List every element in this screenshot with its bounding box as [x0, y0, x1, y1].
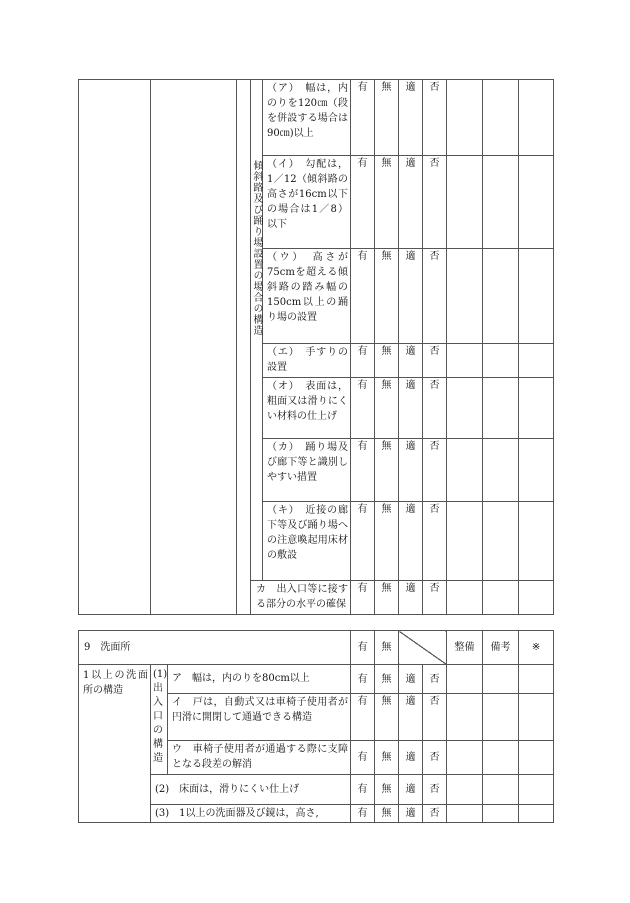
check-yes: 有 — [351, 378, 375, 439]
biko-cell — [483, 581, 519, 615]
check-no: 無 — [375, 694, 399, 741]
header-seibi: 整備 — [447, 631, 483, 665]
structure-label: 1以上の洗面所の構造 — [79, 665, 151, 823]
check-yes: 有 — [351, 665, 375, 694]
row-text: イ 戸は，自動式又は車椅子使用者が円滑に開閉して通過できる構造 — [168, 694, 351, 741]
row-text: (3) 1以上の洗面器及び鏡は，高さ, — [151, 805, 351, 823]
blank-cell — [151, 80, 237, 615]
check-ok: 適 — [399, 378, 423, 439]
check-ng: 否 — [423, 156, 447, 249]
check-no: 無 — [375, 665, 399, 694]
row-text: （カ） 踊り場及び廊下等と識別しやすい措置 — [263, 439, 351, 502]
check-no: 無 — [375, 805, 399, 823]
header-yes: 有 — [351, 631, 375, 665]
check-ng: 否 — [423, 249, 447, 344]
check-no: 無 — [375, 344, 399, 378]
check-no: 無 — [375, 249, 399, 344]
check-ok: 適 — [399, 80, 423, 156]
mark-cell — [519, 665, 554, 694]
mark-cell — [519, 344, 554, 378]
check-ng: 否 — [423, 805, 447, 823]
check-ok: 適 — [399, 665, 423, 694]
check-ok: 適 — [399, 439, 423, 502]
check-yes: 有 — [351, 439, 375, 502]
seibi-cell — [447, 502, 483, 581]
check-yes: 有 — [351, 694, 375, 741]
check-no: 無 — [375, 581, 399, 615]
section-title: 9 洗面所 — [79, 631, 351, 665]
check-yes: 有 — [351, 741, 375, 775]
biko-cell — [483, 439, 519, 502]
check-ok: 適 — [399, 581, 423, 615]
check-ok: 適 — [399, 694, 423, 741]
seibi-cell — [447, 805, 483, 823]
check-no: 無 — [375, 439, 399, 502]
check-ng: 否 — [423, 665, 447, 694]
seibi-cell — [447, 694, 483, 741]
biko-cell — [483, 156, 519, 249]
mark-cell — [519, 694, 554, 741]
mark-cell — [519, 775, 554, 805]
biko-cell — [483, 694, 519, 741]
mark-cell — [519, 249, 554, 344]
mark-cell — [519, 581, 554, 615]
row-text: ア 幅は，内のりを80cm以上 — [168, 665, 351, 694]
check-ng: 否 — [423, 439, 447, 502]
check-yes: 有 — [351, 344, 375, 378]
biko-cell — [483, 805, 519, 823]
seibi-cell — [447, 80, 483, 156]
seibi-cell — [447, 249, 483, 344]
blank-cell — [237, 80, 251, 615]
mark-cell — [519, 439, 554, 502]
mark-cell — [519, 805, 554, 823]
row-text: （ウ） 高さが75cmを超える傾斜路の踏み幅の150cm以上の踊り場の設置 — [263, 249, 351, 344]
biko-cell — [483, 378, 519, 439]
check-no: 無 — [375, 156, 399, 249]
check-yes: 有 — [351, 80, 375, 156]
header-no: 無 — [375, 631, 399, 665]
check-ng: 否 — [423, 502, 447, 581]
row-text: (2) 床面は，滑りにくい仕上げ — [151, 775, 351, 805]
biko-cell — [483, 80, 519, 156]
mark-cell — [519, 156, 554, 249]
row-text: カ 出入口等に接する部分の水平の確保 — [251, 581, 351, 615]
check-ng: 否 — [423, 694, 447, 741]
biko-cell — [483, 775, 519, 805]
biko-cell — [483, 344, 519, 378]
seibi-cell — [447, 581, 483, 615]
biko-cell — [483, 741, 519, 775]
check-no: 無 — [375, 775, 399, 805]
seibi-cell — [447, 156, 483, 249]
mark-cell — [519, 502, 554, 581]
check-ok: 適 — [399, 344, 423, 378]
check-ng: 否 — [423, 741, 447, 775]
header-biko: 備考 — [483, 631, 519, 665]
mark-cell — [519, 741, 554, 775]
seibi-cell — [447, 378, 483, 439]
seibi-cell — [447, 741, 483, 775]
seibi-cell — [447, 775, 483, 805]
washroom-table — [78, 630, 554, 823]
ramp-structure-table — [78, 79, 554, 615]
row-text: （エ） 手すりの設置 — [263, 344, 351, 378]
check-ng: 否 — [423, 581, 447, 615]
check-yes: 有 — [351, 805, 375, 823]
check-yes: 有 — [351, 156, 375, 249]
seibi-cell — [447, 344, 483, 378]
row-text: （イ） 勾配は，1／12（傾斜路の高さが16cm以下の場合は1／8）以下 — [263, 156, 351, 249]
seibi-cell — [447, 439, 483, 502]
check-ng: 否 — [423, 344, 447, 378]
check-yes: 有 — [351, 502, 375, 581]
check-ok: 適 — [399, 741, 423, 775]
check-no: 無 — [375, 741, 399, 775]
mark-cell — [519, 80, 554, 156]
row-text: （オ） 表面は，粗面又は滑りにくい材料の仕上げ — [263, 378, 351, 439]
row-text: （ア） 幅は，内のりを120㎝（段を併設する場合は90㎝)以上 — [263, 80, 351, 156]
check-no: 無 — [375, 80, 399, 156]
ramp-group-label-cell — [251, 80, 263, 581]
check-ng: 否 — [423, 378, 447, 439]
blank-cell — [79, 80, 151, 615]
check-ok: 適 — [399, 502, 423, 581]
seibi-cell — [447, 665, 483, 694]
row-text: （キ） 近接の廊下等及び踊り場への注意喚起用床材の敷設 — [263, 502, 351, 581]
check-yes: 有 — [351, 581, 375, 615]
check-ok: 適 — [399, 775, 423, 805]
biko-cell — [483, 249, 519, 344]
check-ok: 適 — [399, 249, 423, 344]
ramp-group-label: 傾斜路及び踊り場設置の場合の構造 — [251, 160, 262, 336]
check-ng: 否 — [423, 775, 447, 805]
check-no: 無 — [375, 502, 399, 581]
check-yes: 有 — [351, 249, 375, 344]
check-yes: 有 — [351, 775, 375, 805]
mark-cell — [519, 378, 554, 439]
entrance-label: (1)出入口の構造 — [151, 665, 168, 775]
check-ok: 適 — [399, 156, 423, 249]
check-ok: 適 — [399, 805, 423, 823]
check-no: 無 — [375, 378, 399, 439]
row-text: ウ 車椅子使用者が通過する際に支障となる段差の解消 — [168, 741, 351, 775]
biko-cell — [483, 665, 519, 694]
check-ng: 否 — [423, 80, 447, 156]
diagonal-cell — [399, 631, 447, 665]
header-mark: ※ — [519, 631, 554, 665]
biko-cell — [483, 502, 519, 581]
